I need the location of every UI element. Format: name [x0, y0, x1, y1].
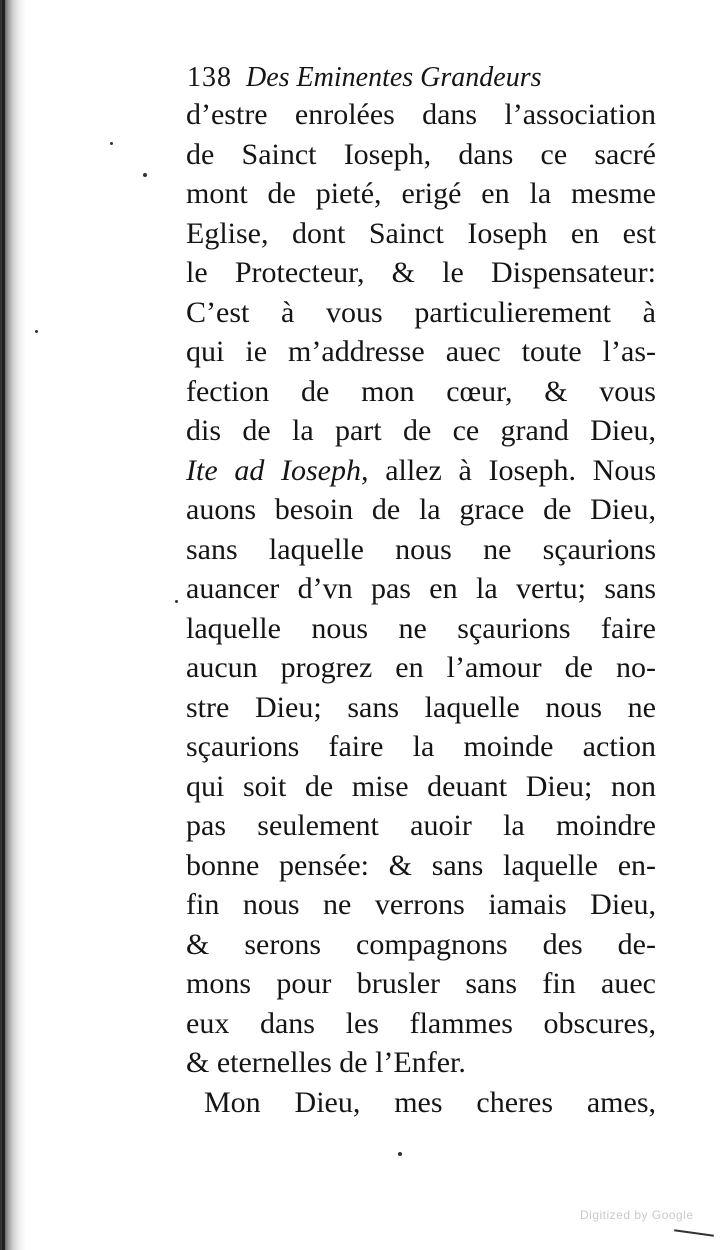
scan-speck — [110, 142, 113, 145]
catchword-line: Mon Dieu, mes cheres ames, — [204, 1085, 656, 1119]
text-line: auons besoin de la grace de Dieu, — [186, 493, 656, 526]
scan-speck — [143, 173, 147, 177]
text-line: fection de mon cœur, & vous — [186, 374, 656, 408]
scan-speck — [175, 600, 178, 603]
text-line: mont de pieté, erigé en la mesme — [186, 177, 656, 210]
text-line: le Protecteur, & le Dispensateur: — [186, 256, 656, 289]
digitized-watermark: Digitized by Google — [580, 1208, 694, 1222]
text-line: & eternelles de l’Enfer. — [186, 1046, 466, 1079]
text-line: de Sainct Ioseph, dans ce sacré — [186, 137, 656, 171]
text-line: & serons compagnons des de- — [186, 927, 656, 961]
latin-phrase: Ite ad Ioseph, — [186, 453, 369, 487]
running-head — [187, 58, 647, 98]
text-line: fin nous ne verrons iamais Dieu, — [186, 888, 656, 921]
text-line: C’est à vous particulierement à — [186, 295, 656, 329]
text-line: pas seulement auoir la moindre — [186, 809, 656, 842]
text-line: aucun progrez en l’amour de no- — [186, 651, 656, 684]
scan-speck — [35, 330, 38, 333]
text-line: Eglise, dont Sainct Ioseph en est — [186, 216, 656, 250]
scan-corner-mark — [674, 1229, 714, 1237]
text-line: laquelle nous ne sçaurions faire — [186, 611, 656, 645]
text-line: qui ie m’addresse auec toute l’as- — [186, 335, 656, 368]
scan-speck — [398, 1152, 402, 1156]
text-line: d’estre enrolées dans l’association — [186, 98, 656, 131]
text-line: bonne pensée: & sans laquelle en- — [186, 848, 656, 882]
text-line: sçaurions faire la moinde action — [186, 730, 656, 763]
text-line: sans laquelle nous ne sçaurions — [186, 532, 656, 566]
scan-gutter-line — [2, 0, 5, 1250]
text-line: dis de la part de ce grand Dieu, — [186, 414, 656, 447]
text-line: mons pour brusler sans fin auec — [186, 967, 656, 1000]
page-number: 138 — [187, 62, 232, 93]
text-line-with-italic — [186, 451, 656, 491]
running-title: Des Eminentes Grandeurs — [246, 62, 542, 93]
body-text — [186, 95, 656, 1122]
text-line-rest: allez à Ioseph. Nous — [385, 453, 656, 487]
text-line: qui soit de mise deuant Dieu; non — [186, 769, 656, 803]
text-line: stre Dieu; sans laquelle nous ne — [186, 690, 656, 724]
text-line: eux dans les flammes obscures, — [186, 1006, 656, 1040]
text-line: auancer d’vn pas en la vertu; sans — [186, 572, 656, 605]
